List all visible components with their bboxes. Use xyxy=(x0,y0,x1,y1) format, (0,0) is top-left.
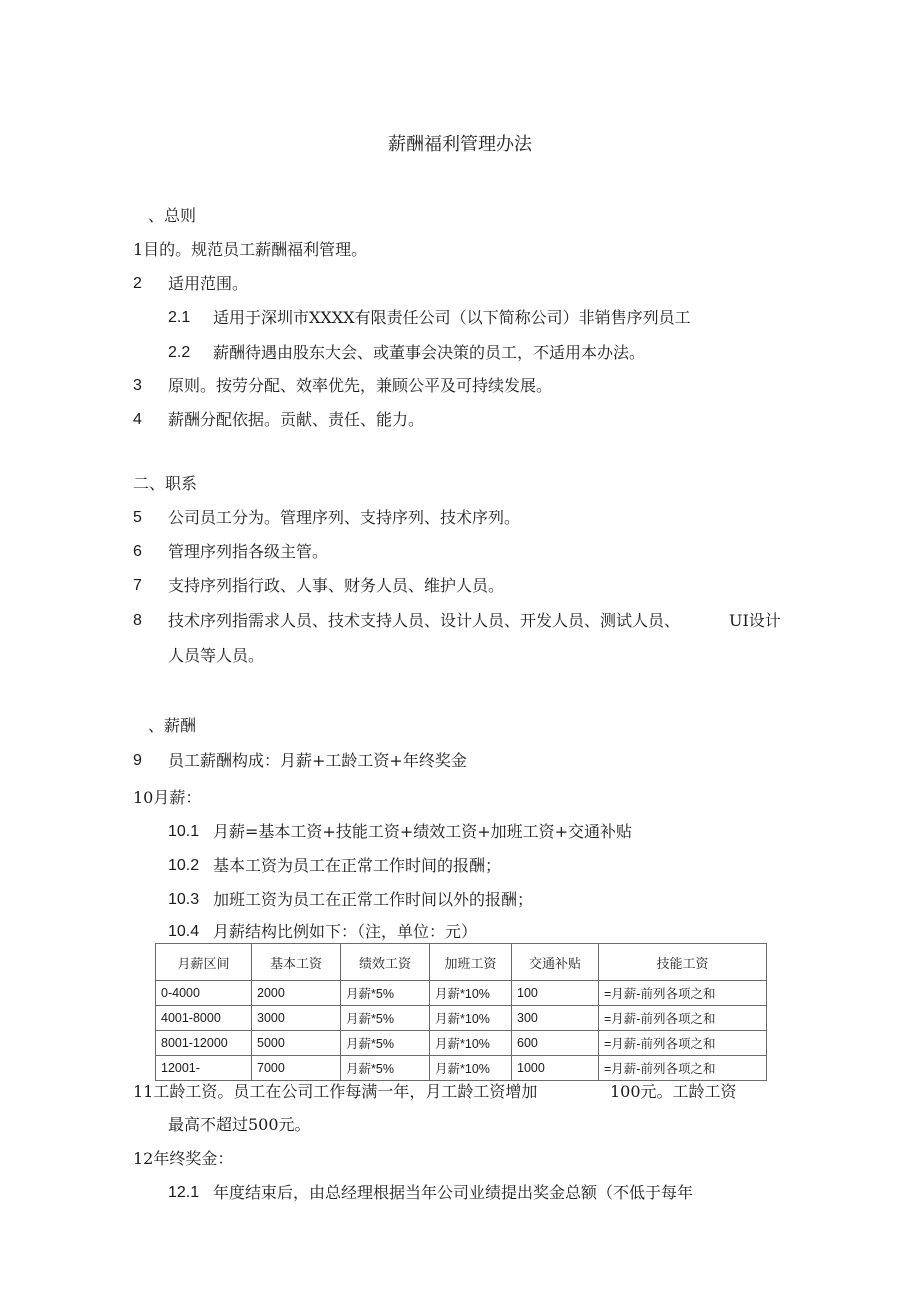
table-cell: 7000 xyxy=(252,1056,341,1081)
clause-5: 公司员工分为。管理序列、支持序列、技术序列。 xyxy=(168,508,521,527)
section-heading-general: 、总则 xyxy=(148,206,197,225)
clause-number: 12.1 xyxy=(168,1184,200,1201)
table-cell: 12001- xyxy=(156,1056,252,1081)
table-header-cell: 交通补贴 xyxy=(512,944,599,981)
clause-2-1: 适用于深圳市XXXX有限责任公司（以下简称公司）非销售序列员工 xyxy=(213,308,691,327)
clause-6: 管理序列指各级主管。 xyxy=(168,542,329,561)
table-cell: 4001-8000 xyxy=(156,1006,252,1031)
clause-11-continued: 最高不超过500元。 xyxy=(168,1115,311,1134)
table-cell: 300 xyxy=(512,1006,599,1031)
table-cell: 1000 xyxy=(512,1056,599,1081)
table-cell: =月薪-前列各项之和 xyxy=(599,981,767,1006)
clause-7: 支持序列指行政、人事、财务人员、维护人员。 xyxy=(168,576,505,595)
table-cell: 600 xyxy=(512,1031,599,1056)
clause-2: 适用范围。 xyxy=(168,274,249,293)
clause-number: 10.4 xyxy=(168,923,200,940)
clause-12-1: 年度结束后，由总经理根据当年公司业绩提出奖金总额（不低于每年 xyxy=(213,1183,694,1202)
table-cell: 3000 xyxy=(252,1006,341,1031)
clause-10-2: 基本工资为员工在正常工作时间的报酬； xyxy=(213,856,502,875)
clause-12: 12年终奖金： xyxy=(133,1149,234,1168)
table-cell: =月薪-前列各项之和 xyxy=(599,1006,767,1031)
table-header-row xyxy=(156,944,767,981)
table-cell: =月薪-前列各项之和 xyxy=(599,1031,767,1056)
salary-structure-table xyxy=(155,943,767,1081)
clause-10: 10月薪： xyxy=(133,788,202,807)
clause-number: 6 xyxy=(133,543,142,560)
table-header-cell: 绩效工资 xyxy=(341,944,430,981)
clause-number: 2.1 xyxy=(168,309,191,326)
table-row xyxy=(156,1006,767,1031)
table-row xyxy=(156,1056,767,1081)
clause-11: 11工龄工资。员工在公司工作每满一年，月工龄工资增加 xyxy=(133,1082,538,1101)
clause-2-2: 薪酬待遇由股东大会、或董事会决策的员工，不适用本办法。 xyxy=(213,343,646,362)
table-cell: 月薪*10% xyxy=(430,1056,512,1081)
table-cell: 月薪*5% xyxy=(341,1006,430,1031)
table-cell: 100 xyxy=(512,981,599,1006)
clause-number: 10.2 xyxy=(168,857,200,874)
clause-number: 4 xyxy=(133,411,142,428)
table-cell: 月薪*5% xyxy=(341,1056,430,1081)
clause-8: 技术序列指需求人员、技术支持人员、设计人员、开发人员、测试人员、 xyxy=(168,611,681,630)
clause-10-4: 月薪结构比例如下：（注，单位：元） xyxy=(213,922,478,941)
clause-number: 9 xyxy=(133,752,142,769)
table-header-cell: 月薪区间 xyxy=(156,944,252,981)
table-row xyxy=(156,1031,767,1056)
clause-number: 8 xyxy=(133,612,142,629)
table-cell: 8001-12000 xyxy=(156,1031,252,1056)
clause-number: 10.1 xyxy=(168,823,200,840)
clause-8-continued: 人员等人员。 xyxy=(168,646,265,665)
table-cell: =月薪-前列各项之和 xyxy=(599,1056,767,1081)
section-heading-salary: 、薪酬 xyxy=(148,716,197,735)
table-cell: 月薪*10% xyxy=(430,1006,512,1031)
table-cell: 0-4000 xyxy=(156,981,252,1006)
clause-number: 2.2 xyxy=(168,344,191,361)
clause-10-1: 月薪=基本工资+技能工资+绩效工资+加班工资+交通补贴 xyxy=(213,822,633,841)
clause-number: 5 xyxy=(133,509,142,526)
clause-10-3: 加班工资为员工在正常工作时间以外的报酬； xyxy=(213,890,534,909)
table-header-cell: 基本工资 xyxy=(252,944,341,981)
clause-number: 2 xyxy=(133,275,142,292)
clause-9: 员工薪酬构成：月薪+工龄工资+年终奖金 xyxy=(168,751,467,770)
table-header-cell: 加班工资 xyxy=(430,944,512,981)
table-cell: 月薪*10% xyxy=(430,981,512,1006)
table-cell: 5000 xyxy=(252,1031,341,1056)
clause-number: 3 xyxy=(133,377,142,394)
table-cell: 月薪*10% xyxy=(430,1031,512,1056)
section-heading-job-family: 二、职系 xyxy=(133,474,198,493)
clause-1: 1目的。规范员工薪酬福利管理。 xyxy=(133,240,368,259)
clause-4: 薪酬分配依据。贡献、责任、能力。 xyxy=(168,410,425,429)
clause-3: 原则。按劳分配、效率优先，兼顾公平及可持续发展。 xyxy=(168,376,553,395)
table-header-cell: 技能工资 xyxy=(599,944,767,981)
table-row xyxy=(156,981,767,1006)
page-title: 薪酬福利管理办法 xyxy=(388,134,532,155)
clause-8-ui-design: UI设计 xyxy=(729,611,781,630)
table-cell: 月薪*5% xyxy=(341,1031,430,1056)
clause-11-amount: 100元。工龄工资 xyxy=(610,1082,737,1101)
table-cell: 月薪*5% xyxy=(341,981,430,1006)
clause-number: 10.3 xyxy=(168,891,200,908)
table-cell: 2000 xyxy=(252,981,341,1006)
clause-number: 7 xyxy=(133,577,142,594)
